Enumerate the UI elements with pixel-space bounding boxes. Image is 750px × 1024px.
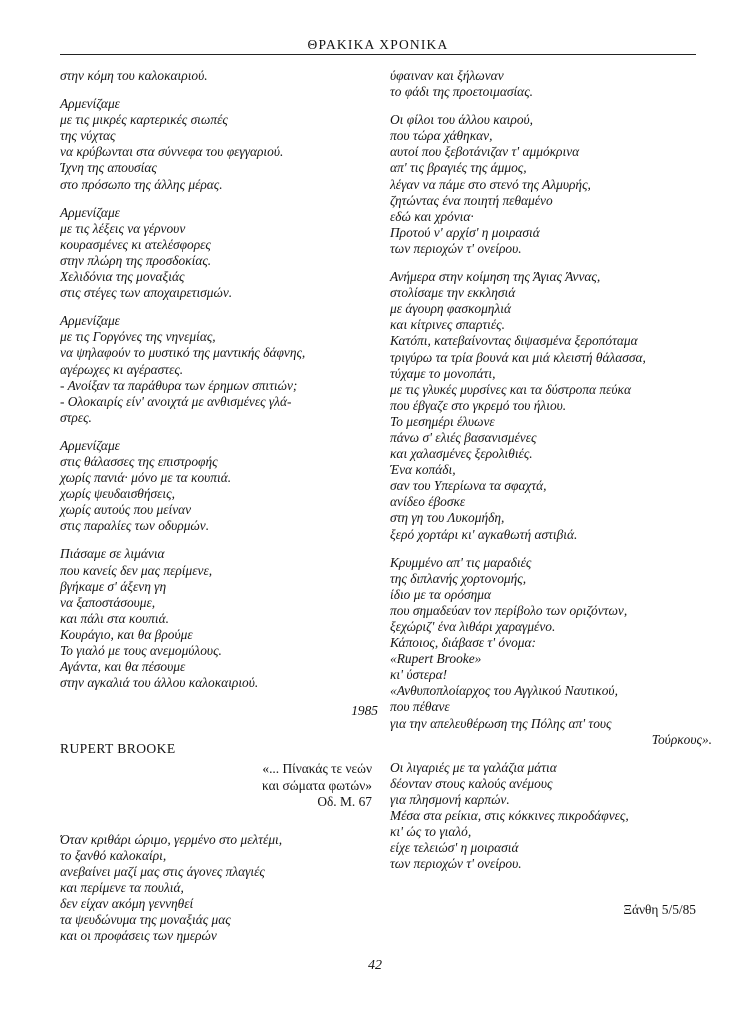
poem-line: Κάποιος, διάβασε τ' όνομα: bbox=[390, 635, 536, 651]
stanza bbox=[390, 68, 712, 100]
poem-line: και οι προφάσεις των ημερών bbox=[60, 928, 217, 944]
poem-line: Αρμενίζαμε bbox=[60, 204, 120, 220]
poem-line: Κουράγιο, και θα βρούμε bbox=[60, 626, 193, 642]
poem-line: εδώ και χρόνια· bbox=[390, 208, 474, 224]
poem-line: στρες. bbox=[60, 409, 92, 425]
place-date-signoff: Ξάνθη 5/5/85 bbox=[623, 902, 696, 918]
poem-line: και περίμενε τα πουλιά, bbox=[60, 880, 184, 896]
running-header bbox=[60, 36, 696, 55]
left-column bbox=[60, 68, 378, 944]
poem-line: της νύχτας bbox=[60, 128, 116, 144]
poem-line: των περιοχών τ' ονείρου. bbox=[390, 856, 522, 872]
poem-line: ίδιο με τα ορόσημα bbox=[390, 586, 492, 602]
poem-line: Πιάσαμε σε λιμάνια bbox=[60, 546, 165, 562]
poem-line: με τις Γοργόνες της νηνεμίας, bbox=[60, 329, 216, 345]
poem-line: και χαλασμένες ξερολιθιές. bbox=[390, 446, 533, 462]
poem-line: για την απελευθέρωση της Πόλης απ' τους bbox=[390, 715, 612, 731]
poem-year: 1985 bbox=[351, 703, 378, 719]
stanza bbox=[390, 112, 712, 257]
poem-line: των περιοχών τ' ονείρου. bbox=[390, 240, 522, 256]
poem-line: Κρυμμένο απ' τις μαραδιές bbox=[390, 554, 532, 570]
stanza bbox=[390, 760, 712, 873]
poem-line: Χελιδόνια της μοναξιάς bbox=[60, 269, 185, 285]
poem-line: στην πλώρη της προσδοκίας. bbox=[60, 252, 212, 268]
epigraph-reference: Οδ. Μ. 67 bbox=[317, 793, 372, 809]
poem-line: δέονταν στους καλούς ανέμους bbox=[390, 775, 553, 791]
poem-line: είχε τελειώσ' η μοιρασιά bbox=[390, 840, 519, 856]
poem-line: στις στέγες των αποχαιρετισμών. bbox=[60, 285, 233, 301]
poem-line: Μέσα στα ρείκια, στις κόκκινες πικροδάφνες, bbox=[390, 808, 629, 824]
epigraph bbox=[231, 761, 372, 809]
right-stanzas bbox=[390, 68, 712, 872]
poem-line: χωρίς πανιά· μόνο με τα κουπιά. bbox=[60, 470, 232, 486]
poem-line: με τις μικρές καρτερικές σιωπές bbox=[60, 112, 228, 128]
journal-title: ΘΡΑΚΙΚΑ ΧΡΟΝΙΚΑ bbox=[307, 37, 449, 52]
poem-line: που πέθανε bbox=[390, 699, 450, 715]
poem-line: - Ανοίξαν τα παράθυρα των έρημων σπιτιών; bbox=[60, 377, 298, 393]
stanza bbox=[390, 555, 712, 748]
poem-line: Το μεσημέρι έλυωνε bbox=[390, 413, 495, 429]
poem-line: ανίδεο έβοσκε bbox=[390, 494, 466, 510]
poem-line: με άγουρη φασκομηλιά bbox=[390, 301, 511, 317]
rupert-brooke-poem-start bbox=[60, 832, 378, 945]
epigraph-line: «... Πίνακάς τε νεών bbox=[262, 761, 372, 777]
left-stanzas bbox=[60, 96, 378, 691]
poem-line: με τις λέξεις να γέρνουν bbox=[60, 220, 186, 236]
poem-line: τα ψευδώνυμα της μοναξιάς μας bbox=[60, 912, 231, 928]
section-title: RUPERT BROOKE bbox=[60, 741, 176, 757]
poem-line: Ανήμερα στην κοίμηση της Άγιας Άννας, bbox=[390, 269, 601, 285]
poem-line: χωρίς αυτούς που μείναν bbox=[60, 502, 192, 518]
poem-line: το ξανθό καλοκαίρι, bbox=[60, 847, 167, 863]
poem-line: στη γη του Λυκομήδη, bbox=[390, 510, 505, 526]
poem-line: το φάδι της προετοιμασίας. bbox=[390, 84, 533, 100]
poem-line: στις θάλασσες της επιστροφής bbox=[60, 453, 218, 469]
right-column bbox=[390, 68, 712, 919]
poem-line: πάνω σ' ελιές βασανισμένες bbox=[390, 429, 537, 445]
intro-stanza bbox=[60, 68, 378, 84]
poem-line: Οι φίλοι του άλλου καιρού, bbox=[390, 112, 534, 128]
poem-line: δεν είχαν ακόμη γεννηθεί bbox=[60, 896, 194, 912]
poem-line: Όταν κριθάρι ώριμο, γερμένο στο μελτέμι, bbox=[60, 831, 283, 847]
poem-line: που κανείς δεν μας περίμενε, bbox=[60, 562, 213, 578]
poem-line: κι' ύστερα! bbox=[390, 667, 448, 683]
poem-line: Αρμενίζαμε bbox=[60, 96, 120, 112]
poem-line: χωρίς ψευδαισθήσεις, bbox=[60, 486, 175, 502]
poem-line: Προτού ν' αρχίσ' η μοιρασιά bbox=[390, 224, 540, 240]
poem-line: απ' τις βραγιές της άμμος, bbox=[390, 160, 527, 176]
stanza bbox=[60, 546, 378, 691]
poem-line: αγέρωχες κι αγέραστες. bbox=[60, 361, 184, 377]
poem-line: και κίτρινες σπαρτιές. bbox=[390, 317, 505, 333]
poem-line: με τις γλυκές μυρσίνες και τα δύστροπα πεύκα bbox=[390, 381, 631, 397]
poem-line: «Ανθυποπλοίαρχος του Αγγλικού Ναυτικού, bbox=[390, 683, 618, 699]
poem-line: Κατόπι, κατεβαίνοντας διψασμένα ξεροπόταμα bbox=[390, 333, 638, 349]
stanza bbox=[60, 313, 378, 426]
poem-line: «Rupert Brooke» bbox=[390, 651, 482, 667]
poem-line: στην αγκαλιά του άλλου καλοκαιριού. bbox=[60, 675, 259, 691]
poem-line: που έβγαζε στο γκρεμό του ήλιου. bbox=[390, 397, 567, 413]
poem-line: Αρμενίζαμε bbox=[60, 437, 120, 453]
stanza bbox=[390, 269, 712, 543]
poem-line: ανεβαίνει μαζί μας στις άγονες πλαγιές bbox=[60, 863, 265, 879]
poem-line: κι' ώς το γιαλό, bbox=[390, 824, 472, 840]
poem-line: λέγαν να πάμε στο στενό της Αλμυρής, bbox=[390, 176, 591, 192]
poem-line: τύχαμε το μονοπάτι, bbox=[390, 365, 496, 381]
poem-line: ξεχώριζ' ένα λιθάρι χαραγμένο. bbox=[390, 619, 556, 634]
poem-line: Το γιαλό με τους ανεμομύλους. bbox=[60, 643, 222, 658]
poem-line: στο πρόσωπο της άλλης μέρας. bbox=[60, 176, 223, 192]
stanza bbox=[60, 438, 378, 535]
poem-line: Ένα κοπάδι, bbox=[390, 462, 456, 478]
poem-line: Αγάντα, και θα πέσουμε bbox=[60, 659, 186, 675]
poem-line: στολίσαμε την εκκλησιά bbox=[390, 285, 516, 301]
poem-line: Ίχνη της απουσίας bbox=[60, 160, 157, 176]
poem-line: στις παραλίες των οδυρμών. bbox=[60, 518, 210, 534]
epigraph-line: και σώματα φωτών» bbox=[261, 777, 372, 793]
poem-line: ζητώντας ένα ποιητή πεθαμένο bbox=[390, 192, 553, 208]
poem-line: Αρμενίζαμε bbox=[60, 313, 120, 329]
poem-line: Οι λιγαριές με τα γαλάζια μάτια bbox=[390, 759, 557, 775]
poem-line: στην κόμη του καλοκαιριού. bbox=[60, 68, 208, 83]
poem-line: τριγύρω τα τρία βουνά και μιά κλειστή θάλασσα, bbox=[390, 349, 646, 365]
poem-line: που τώρα χάθηκαν, bbox=[390, 128, 493, 144]
poem-line: - Ολοκαιρίς είν' ανοιχτά με ανθισμένες γλά- bbox=[60, 393, 292, 409]
page-number: 42 bbox=[368, 958, 382, 973]
poem-line: να ξαποστάσουμε, bbox=[60, 594, 156, 610]
poem-line: να ψηλαφούν το μυστικό της μαντικής δάφνης, bbox=[60, 345, 306, 361]
poem-line: για πλησμονή καρπών. bbox=[390, 791, 510, 807]
poem-line: βγήκαμε σ' άξενη γη bbox=[60, 578, 167, 594]
stanza bbox=[60, 96, 378, 193]
poem-line: της διπλανής χορτονομής, bbox=[390, 570, 527, 586]
stanza bbox=[60, 205, 378, 302]
poem-line: σαν του Υπερίωνα τα σφαχτά, bbox=[390, 478, 547, 494]
poem-line: που σημαδεύαν τον περίβολο των οριζόντων, bbox=[390, 602, 628, 618]
poem-line: κουρασμένες κι ατελέσφορες bbox=[60, 236, 211, 252]
poem-line: ξερό χορτάρι κι' αγκαθωτή αστιβιά. bbox=[390, 526, 578, 542]
poem-line: να κρύβωνται στα σύννεφα του φεγγαριού. bbox=[60, 144, 284, 160]
poem-line: Τούρκους». bbox=[651, 731, 712, 747]
poem-line: και πάλι στα κουπιά. bbox=[60, 610, 169, 626]
poem-line: αυτοί που ξεβοτάνιζαν τ' αμμόκρινα bbox=[390, 144, 580, 160]
poem-line: ύφαιναν και ξήλωναν bbox=[390, 68, 504, 83]
